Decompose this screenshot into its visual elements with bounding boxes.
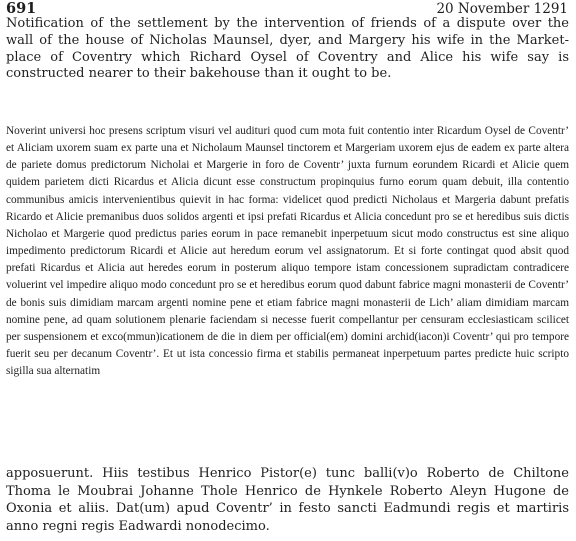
latin-witness-clause: apposuerunt. Hiis testibus Henrico Pistor(e) tunc balli(v)o Roberto de Chiltone Thoma le Moubrai Johanne Thole Henrico de Hynkele Roberto Aleyn Hugone de Oxonia et aliis. Dat(um) apud Coventr’ in festo sancti Eadmundi regis et martiris anno regni regis Eadwardi nonodecimo.	[6, 466, 569, 534]
entry-number: 691	[6, 0, 37, 17]
latin-deed-text: Noverint universi hoc presens scriptum visuri vel audituri quod cum mota fuit contentio inter Ricardum Oysel de Coventr’ et Aliciam uxorem suam ex parte una et Nicholaum Maunsel tinctorem et Margeriam uxorem ejus de eadem ex parte altera de pariete domus predictorum Nicholai et Margerie in foro de Coventr’ juxta furnum eorundem Ricardi et Alicie quem quidem parietem dicti Ricardus et Alicia dicunt esse constructum propinquius furno eorum quam debuit, illa contentio communibus amicis intervenientibus quievit in hac forma: videlicet quod predicti Nicholaus et Margeria dabunt prefatis Ricardo et Alicie premanibus duos solidos argenti et ipsi prefati Ricardus et Alicia concedunt pro se et heredibus suis dictis Nicholao et Margerie quod predictus paries eorum in pace remanebit inperpetuum sicut modo constructus est sine aliquo impedimento predictorum Ricardi et Alicie aut heredum eorum vel assignatorum. Et si forte contingat quod absit quod prefati Ricardus et Alicia aut heredes eorum in posterum aliquo tempore istam concessionem supradictam contradicere voluerint vel impedire aliquo modo concedunt pro se et heredibus eorum quod dabunt fabrice magni monasterii de Coventr’ de bonis suis dimidiam marcam argenti nomine pene et etiam fabrice magni monasterii de Lich’ aliam dimidiam marcam nomine pene, ad quam solutionem plenarie faciendam si necesse fuerit compellantur per censuram ecclesiasticam scilicet per suspensionem et exco(mmun)icationem de die in diem per official(em) domini archid(iacon)i Coventr’ qui pro tempore fuerit seu per decanum Coventr’. Et ut ista concessio firma et stabilis permaneat inperpetuum partes predicte huic scripto sigilla sua alternatim	[6, 125, 569, 378]
entry-date: 20 November 1291	[436, 1, 568, 17]
english-summary: Notification of the settlement by the intervention of friends of a dispute over the wall of the house of Nicholas Maunsel, dyer, and Margery his wife in the Market-place of Coventry which Richard Oysel of Coventry and Alice his wife say is constructed nearer to their bakehouse than it ought to be.	[6, 16, 569, 82]
